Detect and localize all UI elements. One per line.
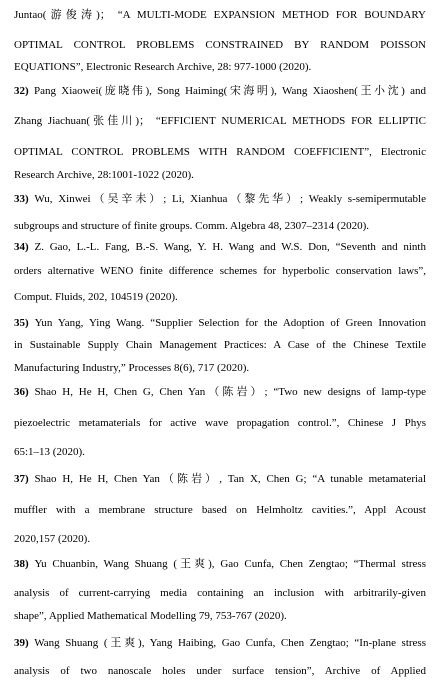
reference-text: Wang Shuang (王爽), Yang Haibing, Gao Cunfa, Chen Zengtao; “In-plane stress (34, 637, 426, 649)
reference-text: subgroups and structure of finite groups. Comm. Algebra 48, 2307–2314 (2020). (14, 220, 370, 232)
reference-text: 2020,157 (2020). (14, 533, 91, 545)
reference-text: analysis of two nanoscale holes under surface tension”, Archive of Applied (14, 665, 426, 677)
reference-text: OPTIMAL CONTROL PROBLEMS CONSTRAINED BY RANDOM POISSON (14, 39, 426, 51)
reference-line (14, 338, 426, 352)
reference-text: muffler with a membrane structure based on Helmholtz cavities.”, Appl Acoust (14, 504, 426, 516)
reference-line (14, 609, 426, 623)
reference-text: Juntao(游俊涛)； “A MULTI-MODE EXPANSION METHOD FOR BOUNDARY (14, 9, 426, 21)
reference-line (14, 636, 426, 650)
reference-text: orders alternative WENO finite difference schemes for hyperbolic conservation laws”, (14, 265, 426, 277)
reference-line (14, 472, 426, 486)
reference-text: Shao H, He H, Chen G, Chen Yan（陈岩）; “Two new designs of lamp-type (34, 386, 426, 398)
reference-number: 32) (14, 85, 34, 97)
reference-text: Research Archive, 28:1001-1022 (2020). (14, 169, 194, 181)
reference-text: analysis of current-carrying media containing an inclusion with arbitrarily-given (14, 587, 426, 599)
reference-text: Yun Yang, Ying Wang. “Supplier Selection for the Adoption of Green Innovation (34, 317, 426, 329)
reference-line (14, 316, 426, 330)
reference-text: shape”, Applied Mathematical Modelling 79, 753-767 (2020). (14, 610, 287, 622)
reference-line (14, 416, 426, 430)
reference-line (14, 240, 426, 254)
reference-line (14, 114, 426, 128)
reference-line (14, 145, 426, 159)
reference-line (14, 361, 426, 375)
reference-number: 38) (14, 558, 35, 570)
reference-text: Shao H, He H, Chen Yan（陈岩）, Tan X, Chen G; “A tunable metamaterial (34, 473, 426, 485)
reference-number: 37) (14, 473, 35, 485)
reference-number: 34) (14, 241, 35, 253)
reference-line (14, 385, 426, 399)
reference-text: OPTIMAL CONTROL PROBLEMS WITH RANDOM COEFFICIENT”, Electronic (14, 146, 426, 158)
reference-line (14, 445, 426, 459)
reference-number: 35) (14, 317, 35, 329)
reference-line (14, 192, 426, 206)
reference-text: Manufacturing Industry,” Processes 8(6), 717 (2020). (14, 362, 250, 374)
reference-line (14, 219, 426, 233)
reference-number: 39) (14, 637, 35, 649)
reference-line (14, 60, 426, 74)
reference-text: Yu Chuanbin, Wang Shuang (王爽), Gao Cunfa, Chen Zengtao; “Thermal stress (34, 558, 426, 570)
reference-text: Z. Gao, L.-L. Fang, B.-S. Wang, Y. H. Wang and W.S. Don, “Seventh and ninth (34, 241, 426, 253)
reference-line (14, 664, 426, 678)
reference-number: 36) (14, 386, 35, 398)
reference-line (14, 557, 426, 571)
reference-line (14, 84, 426, 98)
reference-text: Zhang Jiachuan(张佳川)； “EFFICIENT NUMERICAL METHODS FOR ELLIPTIC (14, 115, 426, 127)
reference-line (14, 290, 426, 304)
reference-line (14, 586, 426, 600)
reference-text: 65:1–13 (2020). (14, 446, 85, 458)
reference-text: Pang Xiaowei(庞晓伟), Song Haiming(宋海明), Wang Xiaoshen(王小沈) and (33, 85, 426, 97)
reference-line (14, 8, 426, 22)
reference-line (14, 38, 426, 52)
reference-line (14, 264, 426, 278)
reference-text: Comput. Fluids, 202, 104519 (2020). (14, 291, 178, 303)
reference-line (14, 503, 426, 517)
reference-text: Wu, Xinwei（吴辛未）; Li, Xianhua（黎先华）; Weakly s-semipermutable (34, 193, 426, 205)
reference-line (14, 532, 426, 546)
reference-text: piezoelectric metamaterials for active wave propagation control.”, Chinese J Phys (14, 417, 426, 429)
reference-text: in Sustainable Supply Chain Management Practices: A Case of the Chinese Textile (14, 339, 426, 351)
reference-line (14, 168, 426, 182)
reference-number: 33) (14, 193, 35, 205)
reference-text: EQUATIONS”, Electronic Research Archive, 28: 977-1000 (2020). (14, 61, 312, 73)
